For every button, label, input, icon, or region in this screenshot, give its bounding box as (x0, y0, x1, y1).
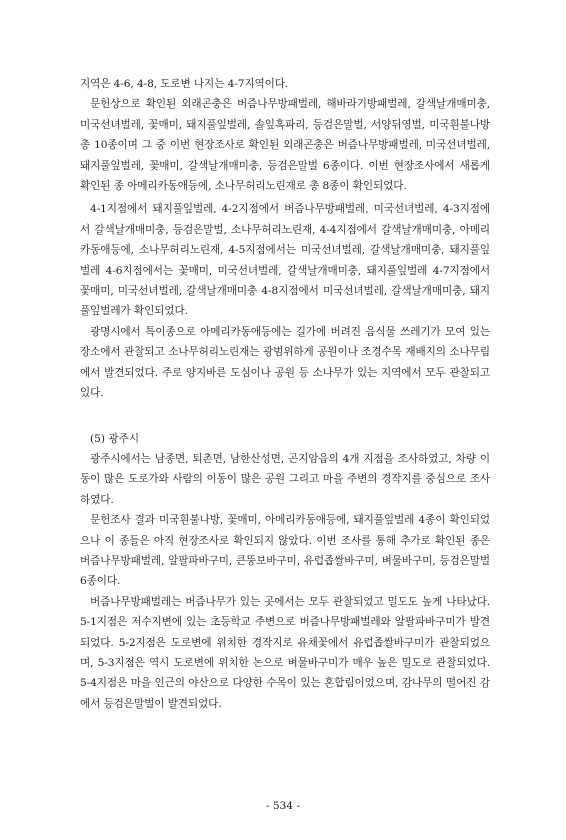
paragraph: 지역은 4-6, 4-8, 도로변 나지는 4-7지역이다. (80, 78, 289, 90)
paragraph: 4-1지점에서 돼지풀잎벌레, 4-2지점에서 버즘나무방패벌레, 미국선녀벌레, 4-3지점에서 갈색날개매미충, 등검은말벌, 소나무허리노린재, 4-4지점에서 갈색날개매미충, 아메리카동애등에, 소나무허리노린재, 4-5지점에서는 미국선녀벌레, 갈색날개매미충, 돼지풀잎벌레 4-6지점에서는 꽃매미, 미국선녀벌레, 갈색날개매미충, 돼지풀잎벌레 4-7지점에서 꽃매미, 미국선녀벌레, 갈색날개매미충 4-8지점에서 미국선녀벌레, 갈색날개매미충, 돼지풀잎벌레가 확인되었다. (80, 203, 490, 318)
page-number: - 534 - (265, 800, 301, 812)
paragraph: 광주시에서는 남종면, 퇴촌면, 남한산성면, 곤지암읍의 4개 지점을 조사하였고, 차량 이동이 많은 도로가와 사람의 이동이 많은 공원 그리고 마을 주변의 경작지를 중심으로 조사하였다. (80, 452, 490, 506)
section-heading: (5) 광주시 (90, 432, 140, 445)
paragraph: 버즘나무방패벌레는 버즘나무가 있는 곳에서는 모두 관찰되었고 밀도도 높게 나타났다. 5-1지점은 저수지변에 있는 초등학교 주변으로 버즘나무방패벌레와 알팔파바구미가 발견되었다. 5-2지점은 도로변에 위치한 경작지로 유채꽃에서 유럽좁쌀바구미가 관찰되었으며, 5-3지점은 역시 도로변에 위치한 논으로 벼물바구미가 매우 높은 밀도로 관찰되었다. 5-4지점은 마을 인근의 야산으로 다양한 수목이 있는 혼합림이었으며, 감나무의 떨어진 감에서 등검은말벌이 발견되었다. (80, 595, 490, 710)
paragraph: 문헌조사 결과 미국흰불나방, 꽃매미, 아메리카동애등에, 돼지풀잎벌레 4종이 확인되었으나 이 종들은 아직 현장조사로 확인되지 않았다. 이번 조사를 통해 추가로 확인된 종은 버즘나무방패벌레, 알팔파바구미, 큰뚱보바구미, 유럽좁쌀바구미, 벼물바구미, 등검은말벌 6종이다. (80, 514, 490, 588)
paragraph: 문헌상으로 확인된 외래곤충은 버즘나무방패벌레, 해바라기방패벌레, 갈색날개매미충, 미국선녀벌레, 꽃매미, 돼지풀잎벌레, 솔잎혹파리, 등검은말벌, 서양뒤영벌, 미국흰불나방 총 10종이며 그 중 이번 현장조사로 확인된 외래곤충은 버즘나무방패벌레, 미국선녀벌레, 돼지풀잎벌레, 꽃매미, 갈색날개매미충, 등검은말벌 6종이다. 이번 현장조사에서 새롭게 확인된 종 아메리카동애등에, 소나무허리노린재로 총 8종이 확인되었다. (80, 98, 490, 193)
paragraph: 광명시에서 특이종으로 아메리카동애등에는 길가에 버려진 음식물 쓰레기가 모여 있는 장소에서 관찰되고 소나무허리노린재는 광범위하게 공원이나 조경수목 재배지의 소나무림에서 발견되었다. 주로 양지바른 도심이나 공원 등 소나무가 있는 지역에서 모두 관찰되고 있다. (80, 325, 490, 400)
body-text (80, 74, 490, 714)
